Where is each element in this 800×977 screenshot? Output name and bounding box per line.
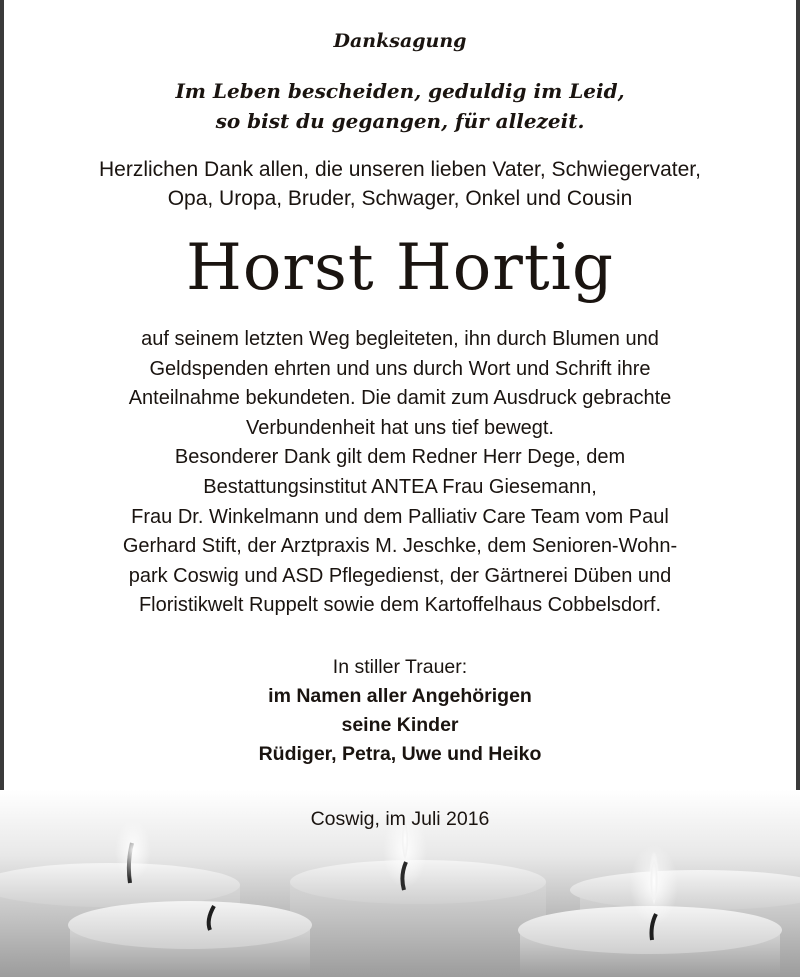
intro-line: Herzlichen Dank allen, die unseren lieben Vater, Schwiegervater, (99, 158, 701, 181)
motto-line: so bist du gegangen, für allezeit. (215, 109, 585, 133)
body-line: park Coswig und ASD Pflegedienst, der Gärtnerei Düben und (128, 564, 672, 587)
body-line: Gerhard Stift, der Arztpraxis M. Jeschke, dem Senioren-Wohn- (122, 535, 678, 558)
body-line: auf seinem letzten Weg begleiteten, ihn durch Blumen und (141, 328, 659, 350)
deceased-name: Horst Hortig (186, 231, 614, 305)
closing-line: seine Kinder (341, 714, 459, 736)
place-date: Coswig, im Juli 2016 (310, 808, 490, 830)
closing-signature (20, 653, 780, 769)
body-line: Geldspenden ehrten und uns durch Wort und Schrift ihre (149, 357, 651, 380)
body-line: Frau Dr. Winkelmann und dem Palliativ Care Team vom Paul (131, 505, 669, 528)
candle-front-left (68, 901, 312, 977)
signers: Rüdiger, Petra, Uwe und Heiko (258, 743, 542, 765)
motto (20, 76, 780, 136)
intro-line: Opa, Uropa, Bruder, Schwager, Onkel und Cousin (167, 187, 633, 210)
closing-line: im Namen aller Angehörigen (268, 685, 532, 707)
closing-line: In stiller Trauer: (332, 656, 468, 678)
thanks-body (20, 325, 780, 621)
motto-line: Im Leben bescheiden, geduldig im Leid, (175, 79, 625, 103)
body-line: Anteilnahme bekundeten. Die damit zum Ausdruck gebrachte (128, 387, 672, 410)
body-line: Floristikwelt Ruppelt sowie dem Kartoffelhaus Cobbelsdorf. (138, 594, 662, 617)
body-line: Verbundenheit hat uns tief bewegt. (245, 416, 554, 439)
body-line: Bestattungsinstitut ANTEA Frau Giesemann, (203, 475, 597, 498)
body-line: Besonderer Dank gilt dem Redner Herr Dege, dem (174, 446, 626, 469)
intro-text (20, 155, 780, 213)
notice-heading: Danksagung (333, 30, 467, 52)
